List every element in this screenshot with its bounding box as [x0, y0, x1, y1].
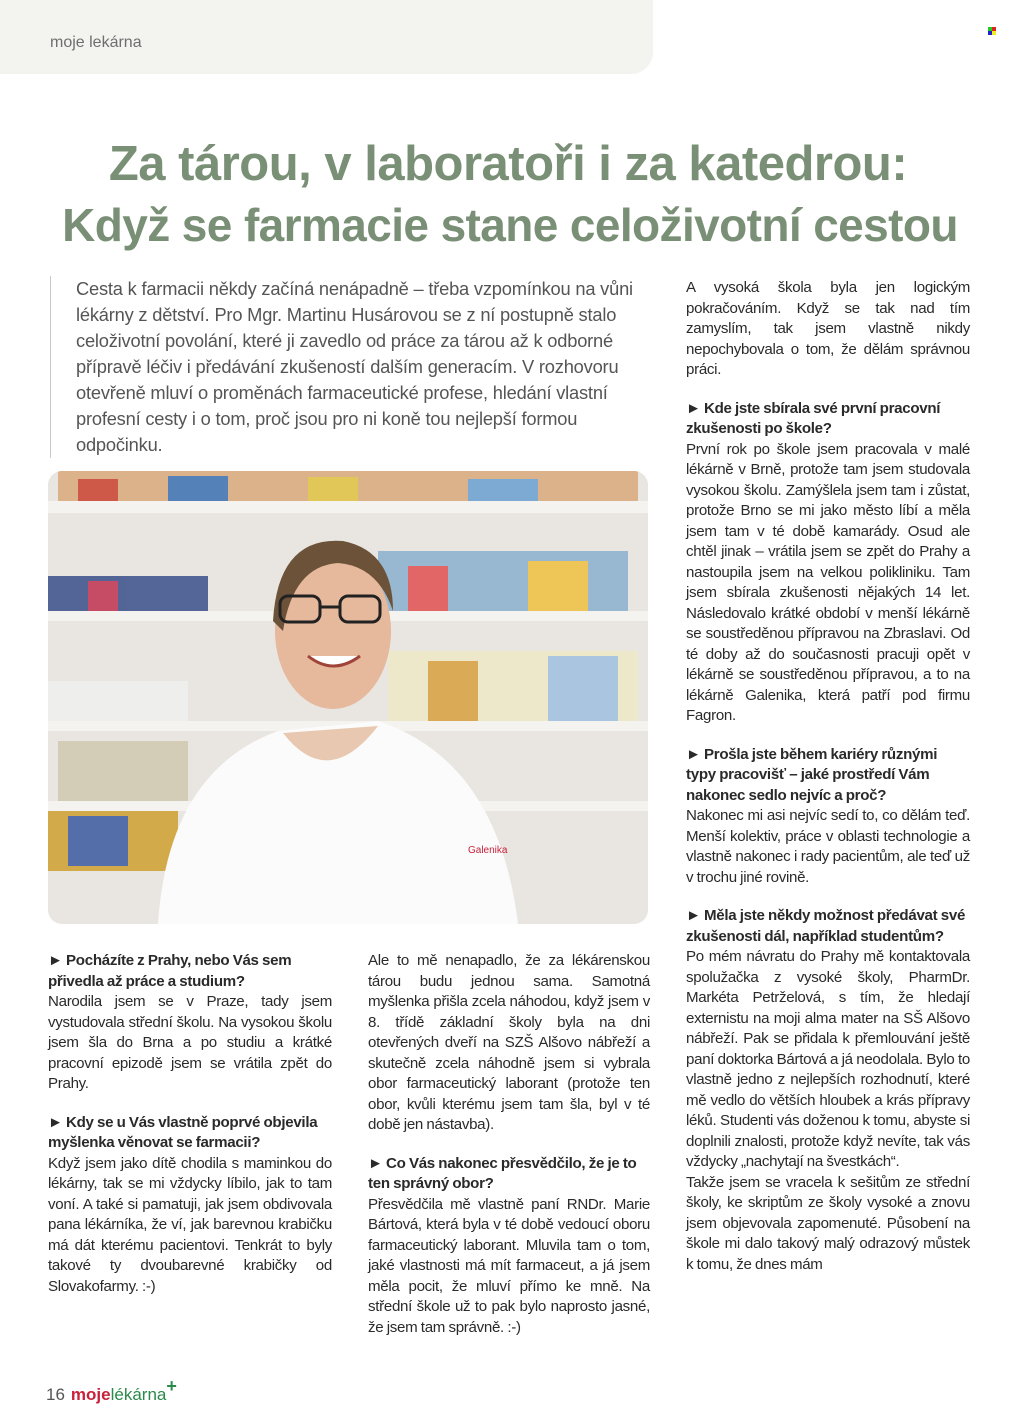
page-number: 16 — [46, 1385, 65, 1404]
intro-lead: Cesta k farmacii někdy začíná nenápadně – třeba vzpomínkou na vůni lékárny z dětství. Pro Mgr. Martinu Husárovou se z ní postupně stalo celoživotní povolání, které ji zavedlo od práce za tárou až k odborné přípravě léčiv i předávání zkušeností dalším generacím. V rozhovoru otevřeně mluví o proměnách farmaceutické profese, hledání vlastní profesní cesty i o tom, proč jsou pro ni koně tou nejlepší formou odpočinku. — [50, 276, 650, 458]
question-1: ► Pocházíte z Prahy, nebo Vás sem přivedla až práce a studium? — [48, 952, 292, 990]
answer-2b: Ale to mě nenapadlo, že za lékárenskou tárou budu jednou sama. Samotná myšlenka přišla zcela náhodou, když jsem v 8. třídě základní školy byla na dni otevřených dveří na SZŠ Alšovo nábřeží a skutečně zcela náhodně jsem si vybrala obor farmaceutický laborant (protože ten obor, kvůli kterému jsem tam šla, byl v té době jen nástavba). — [368, 952, 650, 1133]
answer-6b: Takže jsem se vracela k sešitům ze střední školy, ke skriptům ze školy vysoké a znovu jsem objevovala zapomenuté. Působení na škole mi dalo takový malý odrazový můstek k tomu, že dnes mám — [686, 1173, 970, 1273]
question-3: ► Co Vás nakonec přesvědčilo, že je to ten správný obor? — [368, 1154, 637, 1192]
question-2: ► Kdy se u Vás vlastně poprvé objevila myšlenka věnovat se farmacii? — [48, 1113, 318, 1151]
color-registration-mark — [988, 27, 996, 35]
brand-logo-light: lékárna — [110, 1385, 167, 1404]
answer-5: Nakonec mi asi nejvíc sedí to, co dělám teď. Menší kolektiv, práce v oblasti technologie a vlastně nakonec i rady pacientům, ale teď už v trochu jiné rovině. — [686, 807, 970, 886]
shirt-logo: Galenika — [468, 845, 508, 856]
answer-1: Narodila jsem se v Praze, tady jsem vystudovala střední školu. Na vysokou školu jsem šla do Brna a po studiu a krátké pracovní epizodě jsem se vrátila zpět do Prahy. — [48, 993, 332, 1092]
article-column-2 — [368, 951, 650, 1338]
answer-3-continued: A vysoká škola byla jen logickým pokračováním. Když se tak nad tím zamyslím, tak jsem vlastně nikdy nepochybovala o tom, že dělám správnou práci. — [686, 279, 970, 378]
answer-2a: Když jsem jako dítě chodila s maminkou do lékárny, tak se mi vždycky líbilo, jak to tam voní. A také si pamatuji, jak jsem obdivovala pana lékárníka, že ví, jak barevnou krabičku má dát kterému pacientovi. Tenkrát to byly takové ty dvoubarevné krabičky od Slovakofarmy. :-) — [48, 1154, 332, 1295]
brand-logo-bold: moje — [70, 1385, 111, 1404]
question-6: ► Měla jste někdy možnost předávat své zkušenosti dál, například studentům? — [686, 907, 966, 945]
answer-6a: Po mém návratu do Prahy mě kontaktovala spolužačka z vysoké školy, PharmDr. Markéta Petrželová, s tím, že hledají externistu na moji alma mater na SŠ Alšovo nábřeží. Pak se přidala k přemlouvání ještě paní doktorka Bártová a já neodolala. Bylo to vlastně jedno z nejlepších rozhodnutí, které mě vedlo do větších hloubek a krás přípravy léků. Studenti vás doženou k tomu, abyste si doplnili znalosti, protože když nevíte, tak vás vždycky „nachytají na švestkách“. — [686, 948, 970, 1170]
title-line-1: Za tárou, v laboratoři i za katedrou: — [108, 137, 908, 191]
question-4: ► Kde jste sbírala své první pracovní zkušenosti po škole? — [686, 399, 941, 437]
answer-4: První rok po škole jsem pracovala v malé lékárně v Brně, protože tam jsem studovala vysokou školu. Zamýšlela jsem tam i zůstat, protože Brno se mi jako město líbí a měla jsem tam v té době kamarády. Osud ale chtěl jinak – vrátila jsem se zpět do Prahy a nastoupila jsem na velkou polikliniku. Tam jsem sbírala zkušenosti nějakých 14 let. Následovalo krátké období v menší lékárně se soustředěnou přípravou na Zbraslavi. Od té doby až do současnosti pracuji opět v lékárně se soustředěnou přípravou, a to na lékárně Galenika, která patří pod firmu Fagron. — [686, 440, 970, 724]
portrait-photo — [48, 471, 648, 924]
article-column-1 — [48, 951, 332, 1297]
article-column-3 — [686, 278, 970, 1275]
page-footer — [46, 1376, 177, 1405]
answer-3: Přesvědčila mě vlastně paní RNDr. Marie Bártová, která byla v té době vedoucí oboru farmaceutický laborant. Mluvila tam o tom, jaké vlastnosti má mít farmaceut, a já jsem měla pocit, že mluví přímo ke mně. Na střední škole už to pak bylo naprosto jasné, že jsem tam správně. :-) — [368, 1195, 650, 1336]
question-5: ► Prošla jste během kariéry různými typy pracovišť – jaké prostředí Vám nakonec sedlo nejvíc a proč? — [686, 745, 938, 804]
section-label: moje lekárna — [50, 34, 142, 51]
section-header — [0, 0, 653, 74]
brand-plus-icon: + — [166, 1376, 177, 1396]
title-line-2: Když se farmacie stane celoživotní cestou — [62, 199, 958, 251]
